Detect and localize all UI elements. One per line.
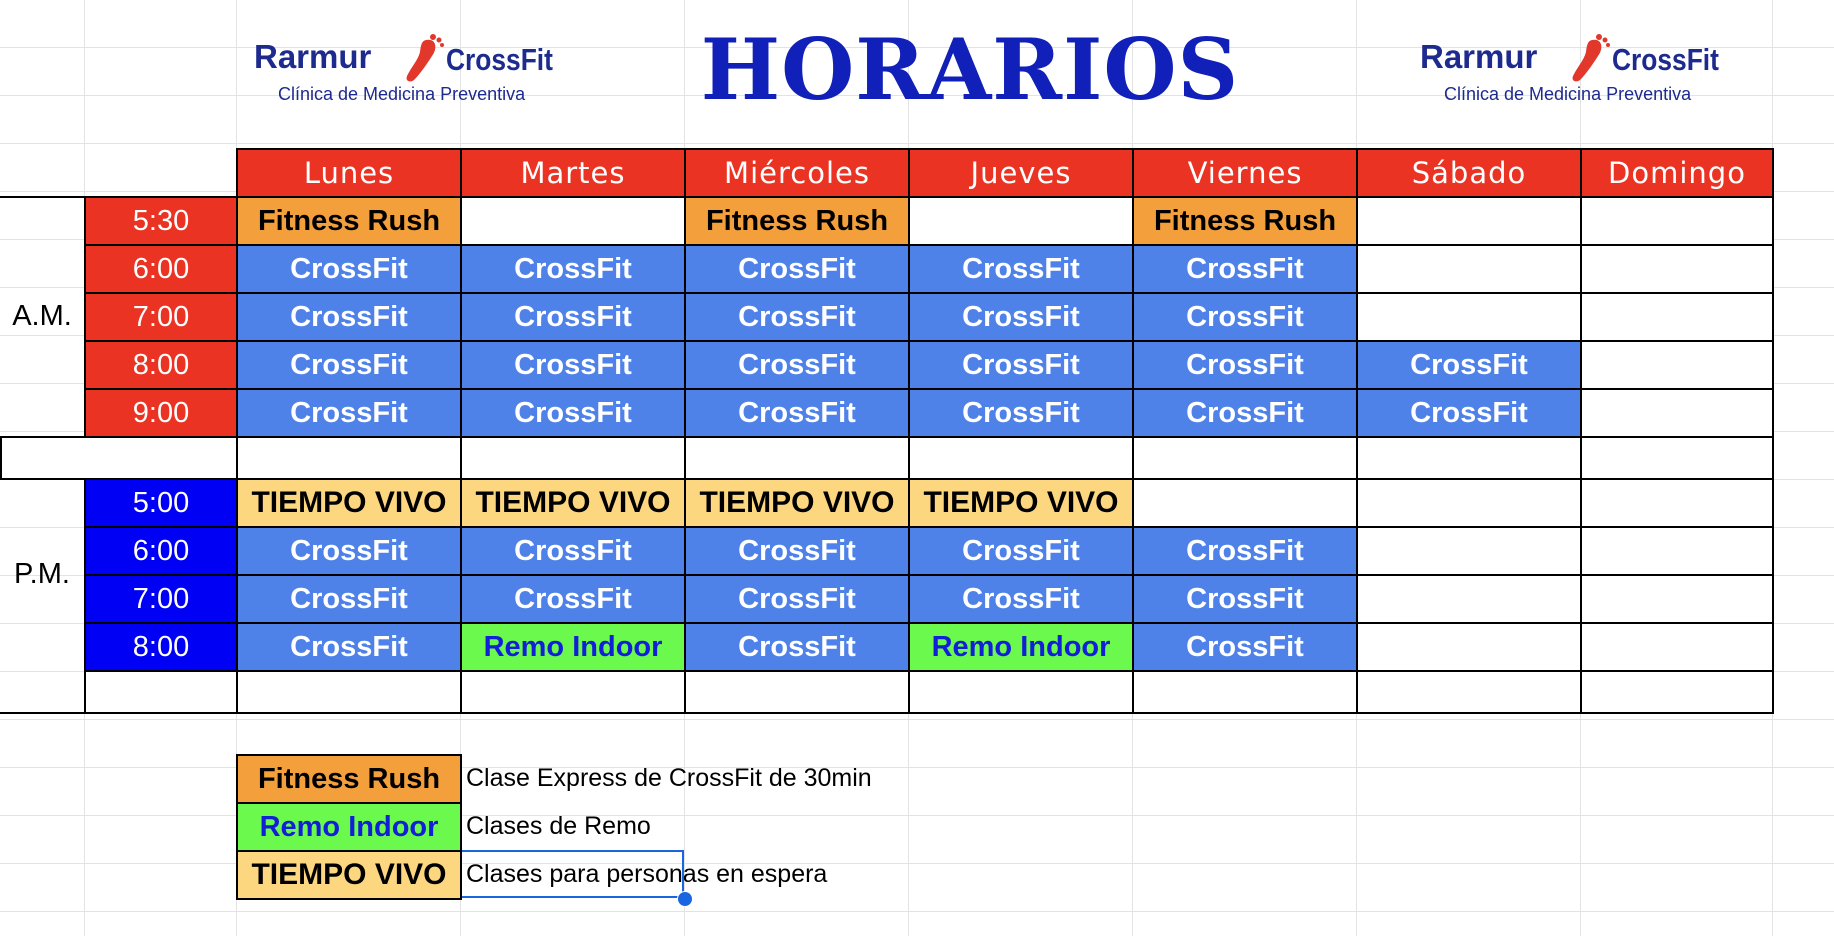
class-cell-crossfit[interactable]: CrossFit: [460, 526, 686, 576]
class-cell-crossfit[interactable]: CrossFit: [684, 622, 910, 672]
empty-cell[interactable]: [908, 670, 1134, 714]
empty-cell[interactable]: [1356, 478, 1582, 528]
empty-cell[interactable]: [1356, 244, 1582, 294]
empty-cell[interactable]: [1356, 622, 1582, 672]
empty-cell[interactable]: [1580, 340, 1774, 390]
class-cell-crossfit[interactable]: CrossFit: [908, 244, 1134, 294]
class-cell-tiempo-vivo[interactable]: TIEMPO VIVO: [460, 478, 686, 528]
empty-cell[interactable]: [1356, 574, 1582, 624]
time-slot-pm[interactable]: 6:00: [84, 526, 238, 576]
empty-cell[interactable]: [1356, 196, 1582, 246]
class-cell-crossfit[interactable]: CrossFit: [236, 244, 462, 294]
class-cell-crossfit[interactable]: CrossFit: [684, 574, 910, 624]
border-line: [0, 436, 84, 438]
day-header-mi-rcoles[interactable]: Miércoles: [684, 148, 910, 198]
empty-cell[interactable]: [1356, 436, 1582, 480]
legend-swatch-tiempo-vivo[interactable]: TIEMPO VIVO: [236, 850, 462, 900]
class-cell-crossfit[interactable]: CrossFit: [684, 340, 910, 390]
empty-cell[interactable]: [460, 196, 686, 246]
period-label-pm: P.M.: [14, 557, 70, 590]
day-header-s-bado[interactable]: Sábado: [1356, 148, 1582, 198]
class-cell-crossfit[interactable]: CrossFit: [460, 388, 686, 438]
class-cell-crossfit[interactable]: CrossFit: [460, 340, 686, 390]
class-cell-crossfit[interactable]: CrossFit: [1132, 388, 1358, 438]
legend-description[interactable]: Clase Express de CrossFit de 30min: [466, 763, 872, 792]
class-cell-crossfit[interactable]: CrossFit: [236, 292, 462, 342]
logo-tagline: Clínica de Medicina Preventiva: [1444, 84, 1692, 104]
class-cell-tiempo-vivo[interactable]: TIEMPO VIVO: [684, 478, 910, 528]
empty-cell[interactable]: [1356, 670, 1582, 714]
time-slot-am[interactable]: 8:00: [84, 340, 238, 390]
class-cell-crossfit[interactable]: CrossFit: [460, 244, 686, 294]
empty-cell[interactable]: [460, 436, 686, 480]
empty-cell[interactable]: [684, 670, 910, 714]
empty-cell[interactable]: [1132, 478, 1358, 528]
day-header-domingo[interactable]: Domingo: [1580, 148, 1774, 198]
empty-cell[interactable]: [1580, 388, 1774, 438]
empty-cell[interactable]: [1580, 292, 1774, 342]
day-header-jueves[interactable]: Jueves: [908, 148, 1134, 198]
class-cell-tiempo-vivo[interactable]: TIEMPO VIVO: [908, 478, 1134, 528]
logo-tagline: Clínica de Medicina Preventiva: [278, 84, 526, 104]
time-slot-am[interactable]: 5:30: [84, 196, 238, 246]
class-cell-crossfit[interactable]: CrossFit: [460, 574, 686, 624]
logo-right: [1420, 30, 1730, 110]
period-label-am: A.M.: [12, 299, 72, 332]
empty-cell[interactable]: [1580, 478, 1774, 528]
empty-cell[interactable]: [1580, 526, 1774, 576]
class-cell-crossfit[interactable]: CrossFit: [1132, 340, 1358, 390]
empty-cell[interactable]: [1580, 574, 1774, 624]
footprint-logo-icon: [402, 32, 446, 84]
logo-brand: Rarmur: [254, 38, 372, 75]
border-line: [0, 196, 84, 198]
legend-description[interactable]: Clases de Remo: [466, 811, 651, 840]
class-cell-crossfit[interactable]: CrossFit: [236, 574, 462, 624]
class-cell-crossfit[interactable]: CrossFit: [236, 388, 462, 438]
class-cell-crossfit[interactable]: CrossFit: [1356, 388, 1582, 438]
empty-cell[interactable]: [908, 436, 1134, 480]
class-cell-crossfit[interactable]: CrossFit: [1132, 526, 1358, 576]
class-cell-crossfit[interactable]: CrossFit: [684, 388, 910, 438]
class-cell-crossfit[interactable]: CrossFit: [236, 340, 462, 390]
class-cell-fitness-rush[interactable]: Fitness Rush: [684, 196, 910, 246]
empty-cell[interactable]: [1580, 436, 1774, 480]
logo-brand: Rarmur: [1420, 38, 1538, 75]
class-cell-crossfit[interactable]: CrossFit: [460, 292, 686, 342]
empty-cell[interactable]: [684, 436, 910, 480]
empty-cell[interactable]: [1580, 622, 1774, 672]
class-cell-crossfit[interactable]: CrossFit: [1356, 340, 1582, 390]
time-slot-am[interactable]: 7:00: [84, 292, 238, 342]
logo-left: [254, 30, 564, 110]
class-cell-crossfit[interactable]: CrossFit: [1132, 292, 1358, 342]
empty-cell[interactable]: [84, 670, 238, 714]
class-cell-crossfit[interactable]: CrossFit: [236, 622, 462, 672]
class-cell-crossfit[interactable]: CrossFit: [908, 340, 1134, 390]
legend-swatch-remo-indoor[interactable]: Remo Indoor: [236, 802, 462, 852]
day-header-martes[interactable]: Martes: [460, 148, 686, 198]
border-line: [0, 478, 84, 480]
border-line: [0, 712, 84, 714]
empty-cell[interactable]: [1356, 292, 1582, 342]
empty-cell[interactable]: [1580, 244, 1774, 294]
empty-cell[interactable]: [908, 196, 1134, 246]
class-cell-crossfit[interactable]: CrossFit: [1132, 574, 1358, 624]
logo-brand-crossfit: CrossFit: [1612, 42, 1719, 77]
class-cell-fitness-rush[interactable]: Fitness Rush: [236, 196, 462, 246]
legend-swatch-fitness-rush[interactable]: Fitness Rush: [236, 754, 462, 804]
time-slot-am[interactable]: 9:00: [84, 388, 238, 438]
class-cell-fitness-rush[interactable]: Fitness Rush: [1132, 196, 1358, 246]
time-slot-am[interactable]: 6:00: [84, 244, 238, 294]
empty-cell[interactable]: [236, 436, 462, 480]
page-title: HORARIOS: [700, 20, 1240, 119]
class-cell-crossfit[interactable]: CrossFit: [1132, 622, 1358, 672]
class-cell-crossfit[interactable]: CrossFit: [1132, 244, 1358, 294]
empty-cell[interactable]: [1356, 526, 1582, 576]
empty-cell[interactable]: [1132, 670, 1358, 714]
class-cell-crossfit[interactable]: CrossFit: [908, 526, 1134, 576]
empty-cell[interactable]: [460, 670, 686, 714]
class-cell-crossfit[interactable]: CrossFit: [908, 292, 1134, 342]
class-cell-tiempo-vivo[interactable]: TIEMPO VIVO: [236, 478, 462, 528]
day-header-viernes[interactable]: Viernes: [1132, 148, 1358, 198]
time-slot-pm[interactable]: 8:00: [84, 622, 238, 672]
class-cell-crossfit[interactable]: CrossFit: [908, 574, 1134, 624]
time-slot-pm[interactable]: 7:00: [84, 574, 238, 624]
day-header-lunes[interactable]: Lunes: [236, 148, 462, 198]
empty-cell[interactable]: [1132, 436, 1358, 480]
class-cell-crossfit[interactable]: CrossFit: [684, 526, 910, 576]
class-cell-remo-indoor[interactable]: Remo Indoor: [908, 622, 1134, 672]
legend-description[interactable]: Clases para personas en espera: [466, 859, 828, 888]
class-cell-crossfit[interactable]: CrossFit: [684, 292, 910, 342]
empty-cell[interactable]: [1580, 670, 1774, 714]
empty-cell[interactable]: [0, 436, 238, 480]
footprint-logo-icon: [1568, 32, 1612, 84]
class-cell-crossfit[interactable]: CrossFit: [908, 388, 1134, 438]
time-slot-pm[interactable]: 5:00: [84, 478, 238, 528]
empty-cell[interactable]: [1580, 196, 1774, 246]
empty-cell[interactable]: [236, 670, 462, 714]
logo-brand-crossfit: CrossFit: [446, 42, 553, 77]
class-cell-crossfit[interactable]: CrossFit: [236, 526, 462, 576]
class-cell-crossfit[interactable]: CrossFit: [684, 244, 910, 294]
class-cell-remo-indoor[interactable]: Remo Indoor: [460, 622, 686, 672]
